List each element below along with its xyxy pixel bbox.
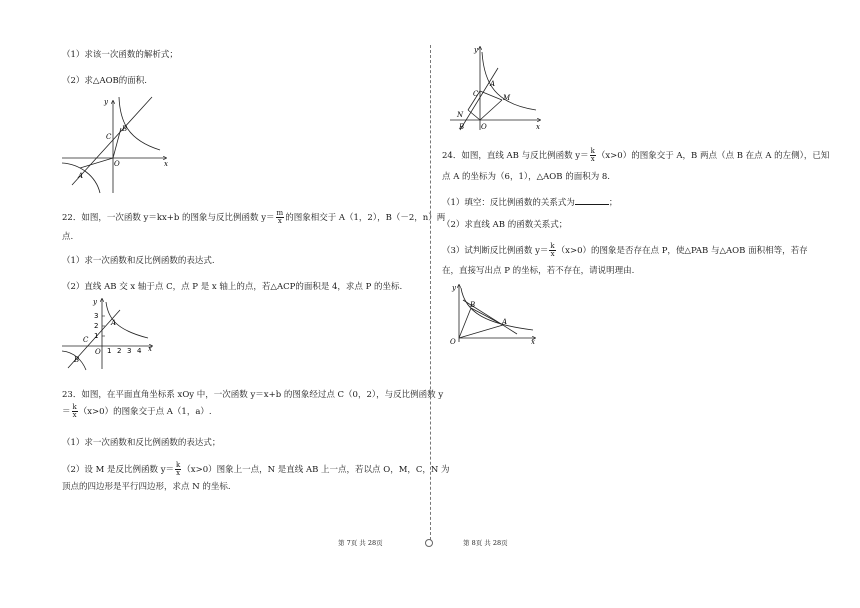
q24-answer-blank[interactable] bbox=[575, 196, 609, 205]
q22-stem-pre: 22．如图，一次函数 y＝kx+b 的图象与反比例函数 y＝ bbox=[62, 213, 275, 223]
fig1-segment-ob bbox=[113, 128, 121, 158]
q24-sub3 bbox=[442, 243, 808, 258]
page-divider bbox=[430, 45, 431, 540]
fig3-label-y: y bbox=[474, 46, 478, 54]
q24-sub1-post: ； bbox=[608, 198, 618, 208]
fig2-label-o: O bbox=[95, 348, 101, 356]
fig1-label-y: y bbox=[104, 98, 108, 106]
fig1-label-b: B bbox=[122, 125, 128, 133]
fig2-label-x: x bbox=[148, 345, 152, 353]
fig3-label-a: A bbox=[490, 80, 496, 88]
figure-q22-graph bbox=[60, 296, 160, 372]
fig4-hyperbola bbox=[461, 288, 533, 330]
q23-sub2-fraction bbox=[175, 462, 181, 477]
fig3-label-n: N bbox=[457, 111, 464, 119]
fig3-segment-om bbox=[480, 100, 502, 120]
fig4-label-y: y bbox=[452, 284, 456, 292]
figure-q23-graph bbox=[448, 44, 548, 136]
fig2-tick-x2: 2 bbox=[117, 347, 122, 355]
q23-sub2-frac-den: x bbox=[176, 469, 181, 477]
q23-fraction bbox=[72, 404, 78, 419]
binding-ring bbox=[425, 539, 433, 547]
fig1-label-x: x bbox=[164, 160, 168, 168]
q22-stem-cont: 点. bbox=[62, 232, 74, 242]
q23-eq: ＝ bbox=[62, 407, 71, 417]
q24-stem-post: （x>0）的图象交于 A，B 两点（点 B 在点 A 的左侧），已知 bbox=[596, 151, 830, 161]
fig3-segment-no bbox=[468, 110, 480, 120]
q23-frac-num: k bbox=[72, 403, 77, 411]
q24-frac-den: x bbox=[590, 155, 595, 163]
fig4-label-b: B bbox=[470, 301, 476, 309]
q23-frac-den: x bbox=[72, 411, 77, 419]
right-page-footer: 第 8页 共 28页 bbox=[463, 539, 508, 547]
left-page-footer: 第 7页 共 28页 bbox=[338, 539, 383, 547]
q24-frac-num: k bbox=[590, 147, 595, 155]
q24-sub3-post: （x>0）的图象是否存在点 P，使△PAB 与△AOB 面积相等，若存 bbox=[556, 246, 808, 256]
q21-sub1: （1）求该一次函数的解析式； bbox=[62, 50, 178, 60]
fig3-label-x: x bbox=[536, 123, 540, 131]
q24-sub3-frac-num: k bbox=[550, 242, 555, 250]
q23-line2-post: （x>0）的图象交于点 A（1，a）. bbox=[78, 407, 212, 417]
fig2-tick-y3: 3 bbox=[94, 312, 99, 320]
q22-sub1: （1）求一次函数和反比例函数的表达式. bbox=[62, 256, 215, 266]
q24-fraction bbox=[590, 148, 596, 163]
fig3-label-o: O bbox=[481, 123, 487, 131]
q24-sub2: （2）求直线 AB 的函数关系式； bbox=[442, 220, 568, 230]
fig4-label-x: x bbox=[531, 338, 535, 346]
fig2-tick-x3: 3 bbox=[127, 347, 132, 355]
figure-q21-graph bbox=[60, 92, 180, 197]
fig3-label-b: B bbox=[459, 123, 465, 131]
fig1-hyperbola-upper bbox=[119, 97, 160, 150]
q23-stem-line2 bbox=[62, 404, 212, 419]
q22-sub2: （2）直线 AB 交 x 轴于点 C，点 P 是 x 轴上的点，若△ACP的面积是 4，求点 P 的坐标. bbox=[62, 282, 403, 292]
q22-stem-post: 的图象相交于 A（1，2），B（－2，n）两 bbox=[285, 213, 446, 223]
fig1-segment-oa bbox=[80, 158, 113, 168]
q24-sub3-cont: 在，直接写出点 P 的坐标，若不存在，请说明理由. bbox=[442, 266, 635, 276]
fig4-segment-ob bbox=[459, 308, 471, 338]
fig2-tick-x1: 1 bbox=[107, 347, 112, 355]
q23-sub2 bbox=[62, 462, 450, 477]
q24-sub3-fraction bbox=[549, 243, 555, 258]
fig1-label-a: A bbox=[78, 172, 84, 180]
q23-sub2-post: （x>0）图象上一点，N 是直线 AB 上一点，若以点 O，M，C，N 为 bbox=[182, 465, 450, 475]
q24-sub1-pre: （1）填空：反比例函数的关系式为 bbox=[442, 198, 575, 208]
fig3-segment-cm bbox=[480, 91, 502, 100]
fig2-tick-y2: 2 bbox=[94, 322, 99, 330]
fig2-tick-y1: 1 bbox=[94, 332, 99, 340]
fig1-label-c: C bbox=[106, 133, 112, 141]
fig2-tick-x4: 4 bbox=[137, 347, 142, 355]
q22-fraction bbox=[276, 210, 285, 225]
q22-stem bbox=[62, 210, 445, 225]
q24-stem-pre: 24．如图，直线 AB 与反比例函数 y＝ bbox=[442, 151, 589, 161]
fig3-line bbox=[460, 68, 498, 130]
q24-sub3-pre: （3）试判断反比例函数 y＝ bbox=[442, 246, 549, 256]
figure-q24-graph bbox=[445, 282, 540, 348]
fig3-label-m: M bbox=[503, 94, 511, 102]
q24-sub3-frac-den: x bbox=[550, 250, 555, 258]
q23-sub2-cont: 顶点的四边形是平行四边形，求点 N 的坐标. bbox=[62, 482, 231, 492]
fig4-segment-ba bbox=[471, 308, 503, 325]
fig2-label-a: A bbox=[111, 319, 117, 327]
fig2-label-c: C bbox=[83, 336, 89, 344]
q24-sub1 bbox=[442, 196, 617, 209]
q24-stem bbox=[442, 148, 829, 163]
fig4-segment-oa bbox=[459, 325, 503, 338]
q21-sub2: （2）求△AOB的面积. bbox=[62, 76, 148, 86]
fig3-label-c: C bbox=[473, 90, 479, 98]
q23-sub1: （1）求一次函数和反比例函数的表达式； bbox=[62, 438, 221, 448]
fig1-label-o: O bbox=[114, 160, 120, 168]
q22-frac-den: x bbox=[277, 217, 282, 225]
q23-sub2-pre: （2）设 M 是反比例函数 y＝ bbox=[62, 465, 175, 475]
q23-stem-line1: 23．如图，在平面直角坐标系 xOy 中，一次函数 y＝x+b 的图象经过点 C（0，2），与反比例函数 y bbox=[62, 390, 444, 400]
fig4-label-o: O bbox=[450, 338, 456, 346]
q24-stem-cont: 点 A 的坐标为（6，1），△AOB 的面积为 8. bbox=[442, 172, 611, 182]
fig4-label-a: A bbox=[502, 318, 508, 326]
q22-frac-num: m bbox=[276, 209, 284, 217]
q23-sub2-frac-num: k bbox=[176, 461, 181, 469]
fig2-label-y: y bbox=[93, 298, 97, 306]
fig2-label-b: B bbox=[74, 356, 80, 364]
